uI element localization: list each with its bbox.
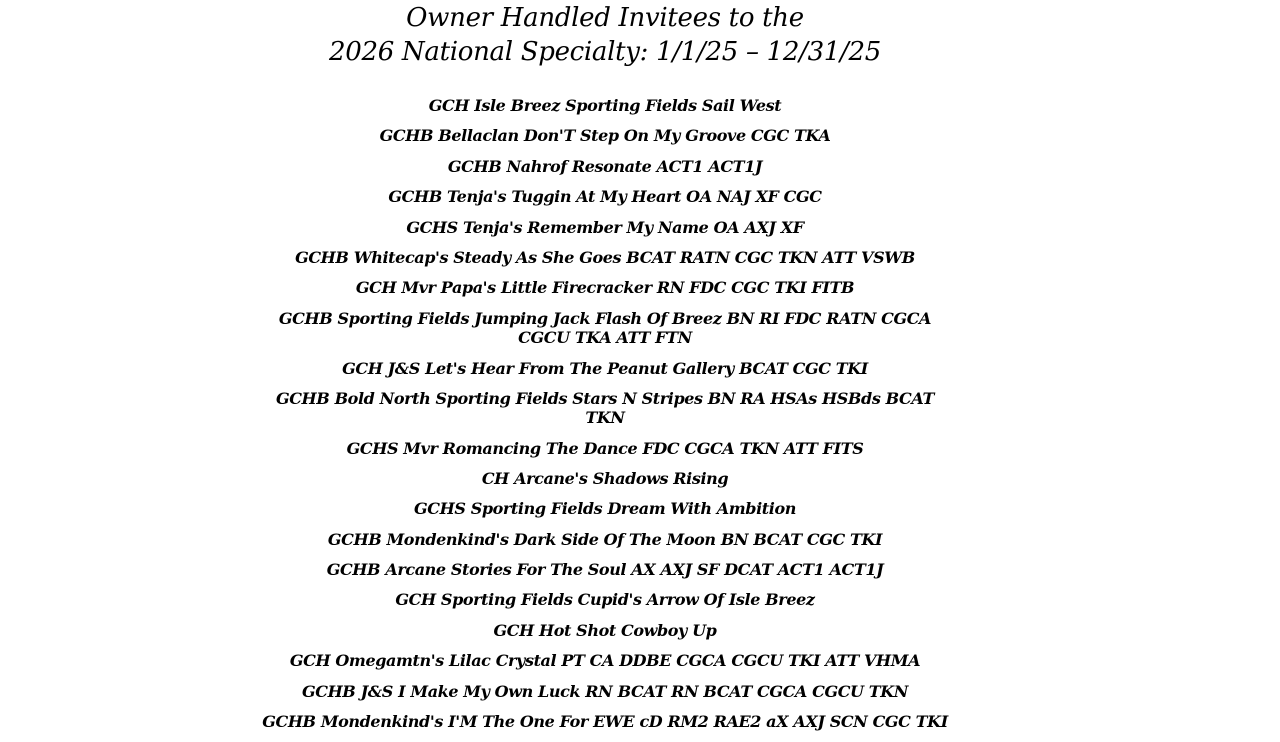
invitee-item: GCHB Whitecap's Steady As She Goes BCAT RATN CGC TKN ATT VSWB	[295, 247, 915, 267]
invitee-item: GCHB Bold North Sporting Fields Stars N Stripes BN RA HSAs HSBds BCAT TKN	[275, 389, 935, 428]
invitee-item: CH Arcane's Shadows Rising	[481, 468, 729, 488]
invitee-item: GCHB J&S I Make My Own Luck RN BCAT RN BCAT CGCA CGCU TKN	[301, 681, 909, 701]
invitee-item: GCHB Arcane Stories For The Soul AX AXJ SF DCAT ACT1 ACT1J	[326, 560, 884, 580]
invitee-item: GCHB Sporting Fields Jumping Jack Flash Of Breez BN RI FDC RATN CGCA CGCU TKA ATT FTN	[278, 308, 932, 347]
invitee-item: GCHB Nahrof Resonate ACT1 ACT1J	[447, 156, 763, 176]
document-title-line-1: Owner Handled Invitees to the	[406, 3, 804, 33]
invitee-item: GCHS Mvr Romancing The Dance FDC CGCA TKN ATT FITS	[346, 438, 864, 458]
invitee-item: GCH Hot Shot Cowboy Up	[493, 620, 717, 640]
invitee-item: GCH Isle Breez Sporting Fields Sail West	[428, 96, 782, 115]
invitee-item: GCH Mvr Papa's Little Firecracker RN FDC CGC TKI FITB	[355, 278, 855, 298]
invitee-item: GCH Omegamtn's Lilac Crystal PT CA DDBE CGCA CGCU TKI ATT VHMA	[289, 651, 921, 671]
invitee-item: GCHB Tenja's Tuggin At My Heart OA NAJ XF CGC	[388, 187, 822, 207]
invitee-item: GCHB Mondenkind's I'M The One For EWE cD RM2 RAE2 aX AXJ SCN CGC TKI	[262, 712, 948, 732]
document-title-line-2: 2026 National Specialty: 1/1/25 – 12/31/25	[328, 37, 881, 67]
invitee-list	[260, 96, 950, 742]
invitee-item: GCHS Tenja's Remember My Name OA AXJ XF	[406, 217, 804, 237]
invitee-item: GCHB Mondenkind's Dark Side Of The Moon BN BCAT CGC TKI	[327, 529, 883, 549]
invitee-item: GCH J&S Let's Hear From The Peanut Gallery BCAT CGC TKI	[342, 358, 868, 378]
invitee-item: GCH Sporting Fields Cupid's Arrow Of Isle Breez	[395, 590, 815, 610]
invitee-item: GCHS Sporting Fields Dream With Ambition	[414, 499, 796, 519]
invitee-item: GCHB Bellaclan Don'T Step On My Groove CGC TKA	[379, 126, 831, 146]
